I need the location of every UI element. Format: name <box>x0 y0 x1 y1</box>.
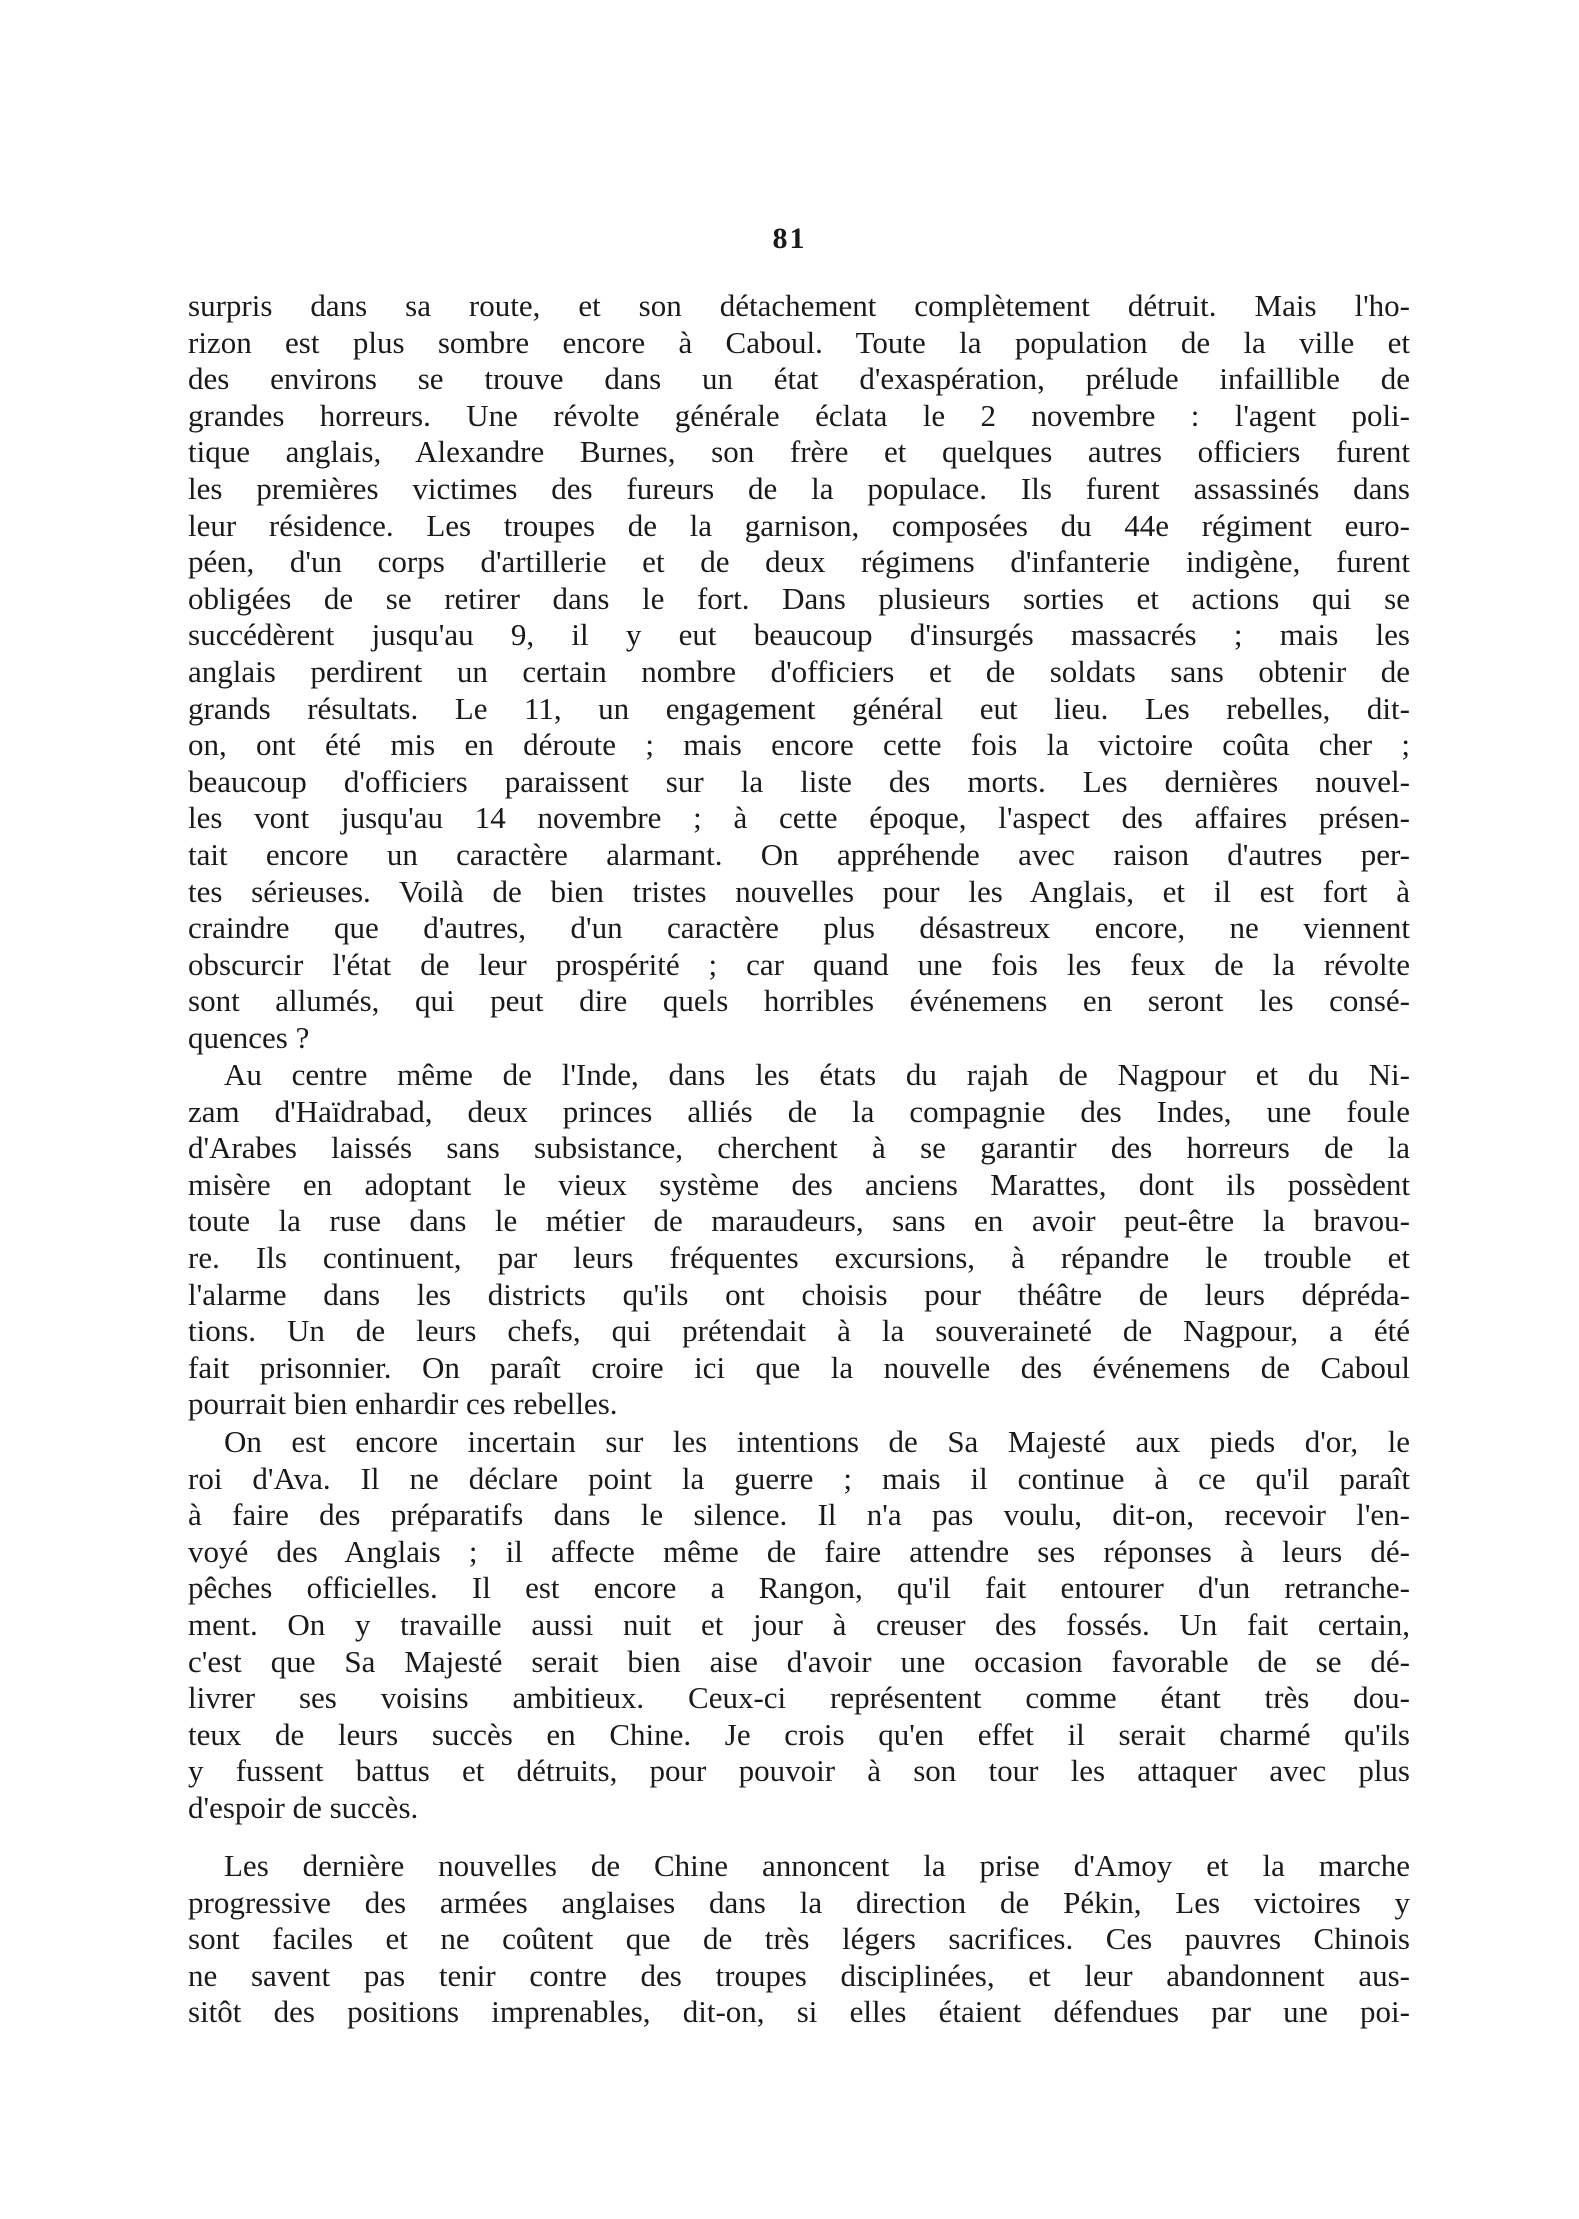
text-line: d'espoir de succès. <box>188 1789 419 1825</box>
text-line: d'Arabes laissés sans subsistance, cherchent à se garantir des horreurs de la <box>188 1130 1410 1166</box>
text-line: sont faciles et ne coûtent que de très légers sacrifices. Ces pauvres Chinois <box>188 1921 1410 1957</box>
text-line: grands résultats. Le 11, un engagement général eut lieu. Les rebelles, dit- <box>188 690 1410 726</box>
text-line: pêches officielles. Il est encore a Rangon, qu'il fait entourer d'un retranche- <box>188 1570 1410 1606</box>
text-line: tait encore un caractère alarmant. On appréhende avec raison d'autres per- <box>188 836 1410 872</box>
paragraph-4 <box>188 1848 1410 2031</box>
text-line: c'est que Sa Majesté serait bien aise d'avoir une occasion favorable de se dé- <box>188 1643 1410 1679</box>
text-line: sitôt des positions imprenables, dit-on, si elles étaient défendues par une poi- <box>188 1994 1410 2030</box>
paragraph-2 <box>188 1057 1410 1423</box>
text-line: grandes horreurs. Une révolte générale éclata le 2 novembre : l'agent poli- <box>188 397 1410 433</box>
text-line: fait prisonnier. On paraît croire ici que la nouvelle des événemens de Caboul <box>188 1349 1410 1385</box>
text-line: zam d'Haïdrabad, deux princes alliés de la compagnie des Indes, une foule <box>188 1093 1410 1129</box>
paragraph-1 <box>188 288 1410 1056</box>
text-line: ne savent pas tenir contre des troupes disciplinées, et leur abandonnent aus- <box>188 1957 1410 1993</box>
text-line: ment. On y travaille aussi nuit et jour à creuser des fossés. Un fait certain, <box>188 1606 1410 1642</box>
text-line: surpris dans sa route, et son détachement complètement détruit. Mais l'ho- <box>188 288 1410 323</box>
text-line: anglais perdirent un certain nombre d'officiers et de soldats sans obtenir de <box>188 653 1410 689</box>
text-line: tique anglais, Alexandre Burnes, son frère et quelques autres officiers furent <box>188 434 1410 470</box>
text-line: re. Ils continuent, par leurs fréquentes excursions, à répandre le trouble et <box>188 1239 1410 1275</box>
paragraph-3 <box>188 1424 1410 1827</box>
text-line: tes sérieuses. Voilà de bien tristes nouvelles pour les Anglais, et il est fort à <box>188 873 1410 909</box>
text-line: sont allumés, qui peut dire quels horribles événemens en seront les consé- <box>188 983 1410 1019</box>
text-line: péen, d'un corps d'artillerie et de deux régimens d'infanterie indigène, furent <box>188 544 1410 580</box>
text-line: quences ? <box>188 1019 310 1055</box>
text-line: craindre que d'autres, d'un caractère plus désastreux encore, ne viennent <box>188 910 1410 946</box>
text-line: Les dernière nouvelles de Chine annoncent la prise d'Amoy et la marche <box>224 1848 1410 1883</box>
page-number: 81 <box>772 222 807 255</box>
text-line: à faire des préparatifs dans le silence. Il n'a pas voulu, dit-on, recevoir l'en- <box>188 1497 1410 1533</box>
text-line: beaucoup d'officiers paraissent sur la liste des morts. Les dernières nouvel- <box>188 763 1410 799</box>
text-line: obligées de se retirer dans le fort. Dans plusieurs sorties et actions qui se <box>188 580 1410 616</box>
text-line: misère en adoptant le vieux système des anciens Marattes, dont ils possèdent <box>188 1166 1410 1202</box>
text-line: l'alarme dans les districts qu'ils ont choisis pour théâtre de leurs déprédа- <box>188 1276 1410 1312</box>
text-line: y fussent battus et détruits, pour pouvoir à son tour les attaquer avec plus <box>188 1753 1410 1789</box>
text-line: livrer ses voisins ambitieux. Ceux-ci représentent comme étant très dou- <box>188 1680 1410 1716</box>
text-line: Au centre même de l'Inde, dans les états du rajah de Nagpour et du Ni- <box>224 1057 1410 1092</box>
text-line: pourrait bien enhardir ces rebelles. <box>188 1386 618 1422</box>
text-line: rizon est plus sombre encore à Caboul. Toute la population de la ville et <box>188 324 1410 360</box>
text-line: les premières victimes des fureurs de la populace. Ils furent assassinés dans <box>188 470 1410 506</box>
text-line: teux de leurs succès en Chine. Je crois qu'en effet il serait charmé qu'ils <box>188 1716 1410 1752</box>
text-line: on, ont été mis en déroute ; mais encore cette fois la victoire coûta cher ; <box>188 727 1410 763</box>
text-line: tions. Un de leurs chefs, qui prétendait à la souveraineté de Nagpour, a été <box>188 1313 1410 1349</box>
text-line: succédèrent jusqu'au 9, il y eut beaucoup d'insurgés massacrés ; mais les <box>188 617 1410 653</box>
text-line: obscurcir l'état de leur prospérité ; car quand une fois les feux de la révolte <box>188 946 1410 982</box>
text-line: voyé des Anglais ; il affecte même de faire attendre ses réponses à leurs dé- <box>188 1533 1410 1569</box>
text-line: On est encore incertain sur les intentions de Sa Majesté aux pieds d'or, le <box>224 1424 1410 1459</box>
text-line: toute la ruse dans le métier de maraudeurs, sans en avoir peut-être la bravou- <box>188 1203 1410 1239</box>
text-line: progressive des armées anglaises dans la direction de Pékin, Les victoires y <box>188 1884 1410 1920</box>
text-line: roi d'Ava. Il ne déclare point la guerre ; mais il continue à ce qu'il paraît <box>188 1460 1410 1496</box>
text-line: leur résidence. Les troupes de la garnison, composées du 44e régiment euro- <box>188 507 1410 543</box>
text-line: les vont jusqu'au 14 novembre ; à cette époque, l'aspect des affaires présen- <box>188 800 1410 836</box>
text-line: des environs se trouve dans un état d'exaspération, prélude infaillible de <box>188 361 1410 397</box>
